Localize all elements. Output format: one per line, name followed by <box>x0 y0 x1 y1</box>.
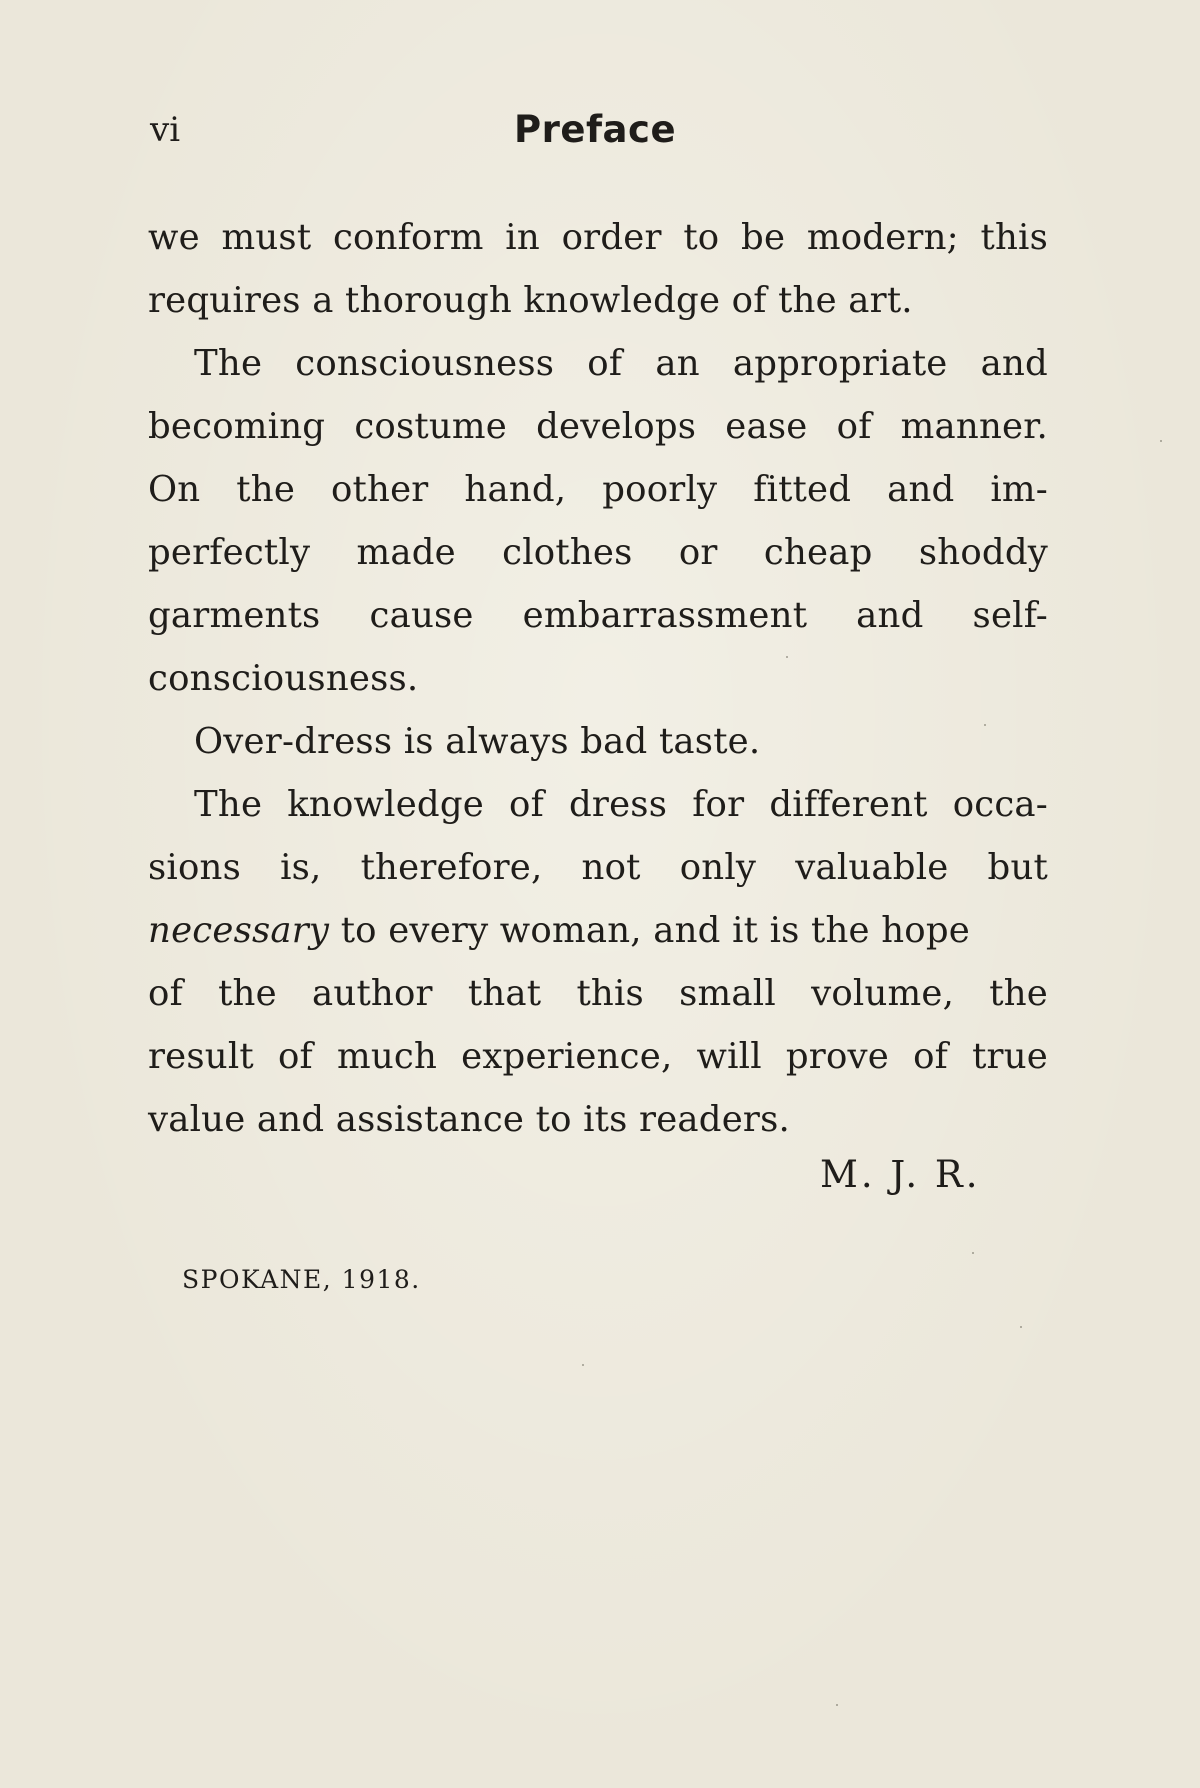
paper-speck <box>478 1130 480 1132</box>
text-line: we must conform in order to be modern; this <box>148 217 1048 258</box>
paper-speck <box>972 1252 974 1254</box>
italic-word: necessary <box>148 910 330 951</box>
text-line <box>148 899 1048 962</box>
author-initials: M. J. R. <box>820 1153 981 1196</box>
paper-speck <box>836 1704 838 1706</box>
text-line: becoming costume develops ease of manner. <box>148 406 1048 447</box>
running-head <box>148 108 1048 158</box>
paper-speck <box>582 1364 584 1366</box>
page-number: vi <box>150 110 181 150</box>
text-line: The knowledge of dress for different occa- <box>194 784 1048 825</box>
text-line: On the other hand, poorly fitted and im- <box>148 469 1048 510</box>
paper-speck <box>786 656 788 658</box>
text-line: perfectly made clothes or cheap shoddy <box>148 532 1048 573</box>
text-line: result of much experience, will prove of true <box>148 1036 1048 1077</box>
text-line: garments cause embarrassment and self- <box>148 595 1048 636</box>
text-line: Over-dress is always bad taste. <box>194 721 761 762</box>
text-line: sions is, therefore, not only valuable but <box>148 847 1048 888</box>
text-line-rest: to every woman, and it is the hope <box>340 910 971 951</box>
text-line: consciousness. <box>148 658 419 699</box>
text-line: of the author that this small volume, the <box>148 973 1048 1014</box>
text-line: The consciousness of an appropriate and <box>194 343 1048 384</box>
preface-body <box>148 206 1048 1151</box>
paper-speck <box>984 724 986 726</box>
running-title: Preface <box>514 108 677 151</box>
text-line: value and assistance to its readers. <box>148 1099 791 1140</box>
paper-speck <box>1020 1326 1022 1328</box>
text-line: requires a thorough knowledge of the art. <box>148 280 913 321</box>
place-and-date: SPOKANE, 1918. <box>182 1265 421 1294</box>
paper-speck <box>1160 440 1162 442</box>
